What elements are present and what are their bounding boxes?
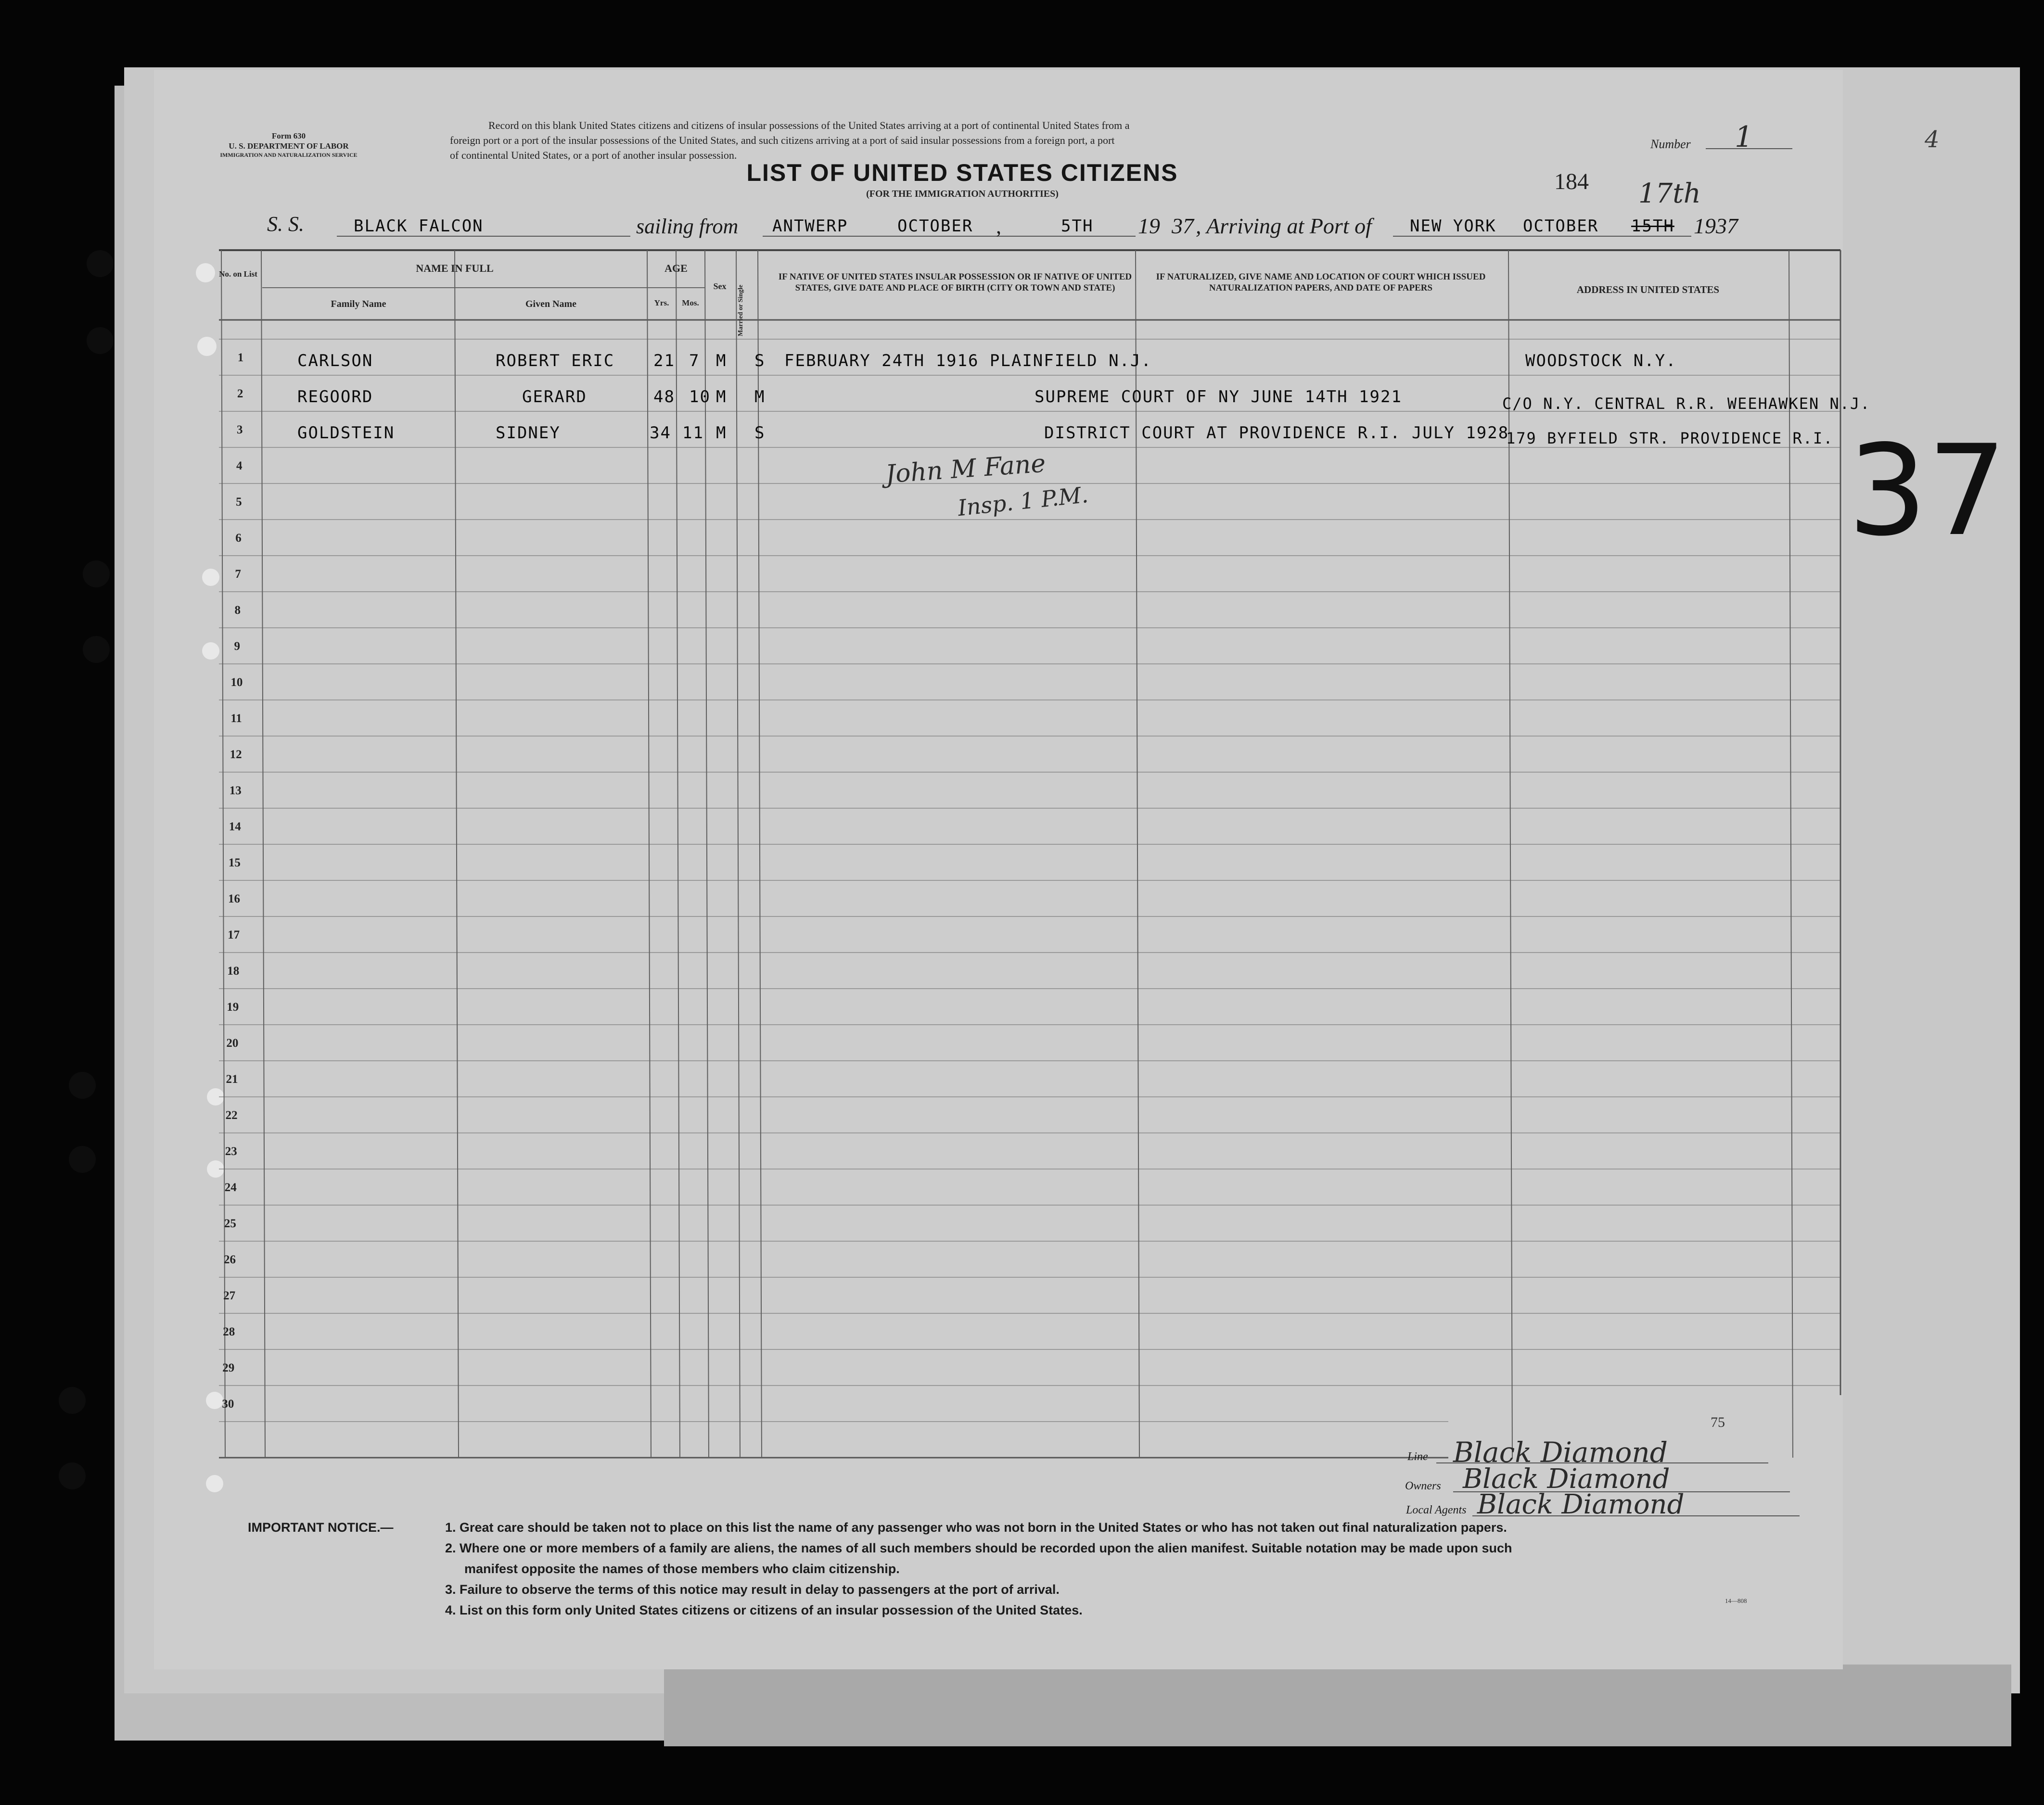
given-name: GERARD xyxy=(522,387,587,407)
print-code: 14—808 xyxy=(1725,1597,1747,1604)
col-line xyxy=(705,250,709,1458)
court-info: SUPREME COURT OF NY JUNE 14TH 1921 xyxy=(1035,387,1402,407)
ship-name: BLACK FALCON xyxy=(354,216,484,236)
margin-number: 37 xyxy=(1848,419,2007,564)
marital-status: M xyxy=(754,387,766,407)
sailing-label: sailing from xyxy=(636,215,739,238)
age-months: 10 xyxy=(689,387,711,407)
notice-title: IMPORTANT NOTICE.— xyxy=(248,1520,394,1535)
age-months: 7 xyxy=(689,351,700,370)
row-number: 3 xyxy=(236,423,243,436)
service: IMMIGRATION AND NATURALIZATION SERVICE xyxy=(220,151,358,158)
given-name: ROBERT ERIC xyxy=(496,351,615,370)
row-number: 16 xyxy=(228,892,240,905)
col-header-name-in-full: NAME IN FULL xyxy=(416,262,494,274)
instructions-line: Record on this blank United States citizens and citizens of insular possessions of the United States arriving at a port of continental United States from a xyxy=(488,119,1130,131)
from-month: OCTOBER xyxy=(897,216,973,236)
corner-mark: 4 xyxy=(1925,126,1940,153)
row-number: 22 xyxy=(225,1109,238,1122)
form-title: LIST OF UNITED STATES CITIZENS xyxy=(746,159,1178,186)
row-number: 30 xyxy=(222,1398,234,1411)
col-header-naturalized: IF NATURALIZED, GIVE NAME AND LOCATION OF COURT WHICH ISSUED NATURALIZATION PAPERS, AND DATE OF PAPERS xyxy=(1156,272,1486,293)
col-line xyxy=(736,250,740,1458)
row-number: 17 xyxy=(228,928,240,941)
to-day-corrected: 17th xyxy=(1638,178,1701,209)
row-number: 6 xyxy=(235,532,242,545)
ss-label: S. S. xyxy=(267,212,304,236)
row-number: 9 xyxy=(234,640,241,653)
col-header-given: Given Name xyxy=(525,299,577,309)
row-number: 2 xyxy=(237,387,243,400)
form-number: Form 630 xyxy=(271,131,306,140)
sex: M xyxy=(716,423,727,443)
notice-3: 3. Failure to observe the terms of this notice may result in delay to passengers at the port of arrival. xyxy=(445,1582,1060,1597)
number-label: Number xyxy=(1650,137,1691,151)
birth-info: FEBRUARY 24TH 1916 PLAINFIELD N.J. xyxy=(784,351,1152,370)
sex: M xyxy=(716,387,727,407)
from-year-suffix: 37 xyxy=(1172,214,1194,238)
notice-2-cont: manifest opposite the names of those members who claim citizenship. xyxy=(464,1562,900,1576)
to-year: 1937 xyxy=(1694,214,1738,238)
department: U. S. DEPARTMENT OF LABOR xyxy=(229,141,349,151)
agents-value: Black Diamond xyxy=(1477,1489,1685,1520)
row-number: 11 xyxy=(230,712,242,725)
row-number: 19 xyxy=(227,1001,239,1014)
col-header-sex: Sex xyxy=(713,281,727,291)
row-number: 25 xyxy=(224,1217,236,1230)
family-name: CARLSON xyxy=(297,351,373,370)
row-number: 23 xyxy=(225,1145,237,1158)
inspector-note: Insp. 1 P.M. xyxy=(956,481,1090,521)
stamp-number: 184 xyxy=(1554,169,1589,194)
inspector-signature: John M Fane xyxy=(884,449,1047,489)
row-number: 20 xyxy=(226,1037,239,1050)
row-number: 12 xyxy=(230,748,242,761)
notice-4: 4. List on this form only United States citizens or citizens of an insular possession of the United States. xyxy=(445,1603,1083,1617)
family-name: REGOORD xyxy=(297,387,373,407)
agents-label: Local Agents xyxy=(1406,1504,1467,1516)
col-header-no: No. on List xyxy=(219,269,257,279)
page-mark: 75 xyxy=(1711,1414,1725,1430)
row-number: 14 xyxy=(229,820,241,833)
row-number: 18 xyxy=(227,965,240,978)
to-port: NEW YORK xyxy=(1410,216,1496,236)
marital-status: S xyxy=(754,423,766,443)
line-label: Line xyxy=(1407,1450,1428,1463)
age-years: 21 xyxy=(653,351,675,370)
col-header-age: AGE xyxy=(664,262,688,274)
notice-2: 2. Where one or more members of a family are aliens, the names of all such members should be recorded upon the alien manifest. Suitable notation may be made upon such xyxy=(445,1541,1512,1555)
comma: , xyxy=(996,215,1001,238)
col-header-married: Married or Single xyxy=(737,284,744,336)
col-header-yrs: Yrs. xyxy=(654,298,669,307)
row-number: 26 xyxy=(224,1253,236,1266)
instructions-line: of continental United States, or a port of another insular possession. xyxy=(450,149,737,161)
line-value: Black Diamond xyxy=(1453,1436,1668,1469)
col-header-address: ADDRESS IN UNITED STATES xyxy=(1576,284,1720,295)
row-number: 27 xyxy=(223,1289,236,1302)
row-number: 4 xyxy=(236,459,243,472)
col-header-family: Family Name xyxy=(331,299,386,309)
age-months: 11 xyxy=(682,423,704,443)
col-line xyxy=(676,250,680,1458)
given-name: SIDNEY xyxy=(496,423,561,443)
to-month: OCTOBER xyxy=(1523,216,1599,236)
row-number: 8 xyxy=(234,604,241,617)
col-header-mos: Mos. xyxy=(682,298,699,307)
from-day: 5TH xyxy=(1061,216,1094,236)
row-number: 10 xyxy=(230,676,243,689)
row-number: 29 xyxy=(222,1361,235,1374)
col-header-native: IF NATIVE OF UNITED STATES INSULAR POSSESSION OR IF NATIVE OF UNITED STATES, GIVE DATE AND PLACE OF BIRTH (CITY OR TOWN AND STATE) xyxy=(778,272,1132,293)
row-number: 1 xyxy=(237,351,244,364)
from-port: ANTWERP xyxy=(772,216,848,236)
marital-status: S xyxy=(754,351,766,370)
sex: M xyxy=(716,351,727,370)
col-line xyxy=(261,250,265,1458)
family-name: GOLDSTEIN xyxy=(297,423,395,443)
age-years: 34 xyxy=(650,423,671,443)
row-number: 15 xyxy=(228,856,241,869)
instructions-line: foreign port or a port of the insular possessions of the United States, and such citizens arriving at a port of said insular possessions from a foreign port, a port xyxy=(450,134,1115,146)
col-line xyxy=(455,250,459,1458)
form-subtitle: (FOR THE IMMIGRATION AUTHORITIES) xyxy=(866,189,1059,199)
row-number: 7 xyxy=(235,568,241,581)
age-years: 48 xyxy=(653,387,675,407)
row-number: 21 xyxy=(226,1073,238,1086)
row-number: 13 xyxy=(229,784,242,797)
notice-1: 1. Great care should be taken not to place on this list the name of any passenger who was not born in the United States or who has not taken out final naturalization papers. xyxy=(445,1520,1507,1535)
number-value: 1 xyxy=(1735,120,1753,154)
owners-label: Owners xyxy=(1405,1480,1441,1492)
address: WOODSTOCK N.Y. xyxy=(1525,351,1677,370)
row-number: 28 xyxy=(223,1325,235,1338)
address: C/O N.Y. CENTRAL R.R. WEEHAWKEN N.J. xyxy=(1502,394,1871,413)
court-info: DISTRICT COURT AT PROVIDENCE R.I. JULY 1928 xyxy=(1044,423,1509,443)
year-prefix: 19 xyxy=(1138,214,1160,238)
to-day: 15TH xyxy=(1631,216,1674,236)
row-number: 24 xyxy=(224,1181,237,1194)
address: 179 BYFIELD STR. PROVIDENCE R.I. xyxy=(1506,429,1834,447)
owners-value: Black Diamond xyxy=(1463,1463,1670,1495)
row-number: 5 xyxy=(236,496,242,508)
arriving-label: , Arriving at Port of xyxy=(1196,214,1372,238)
